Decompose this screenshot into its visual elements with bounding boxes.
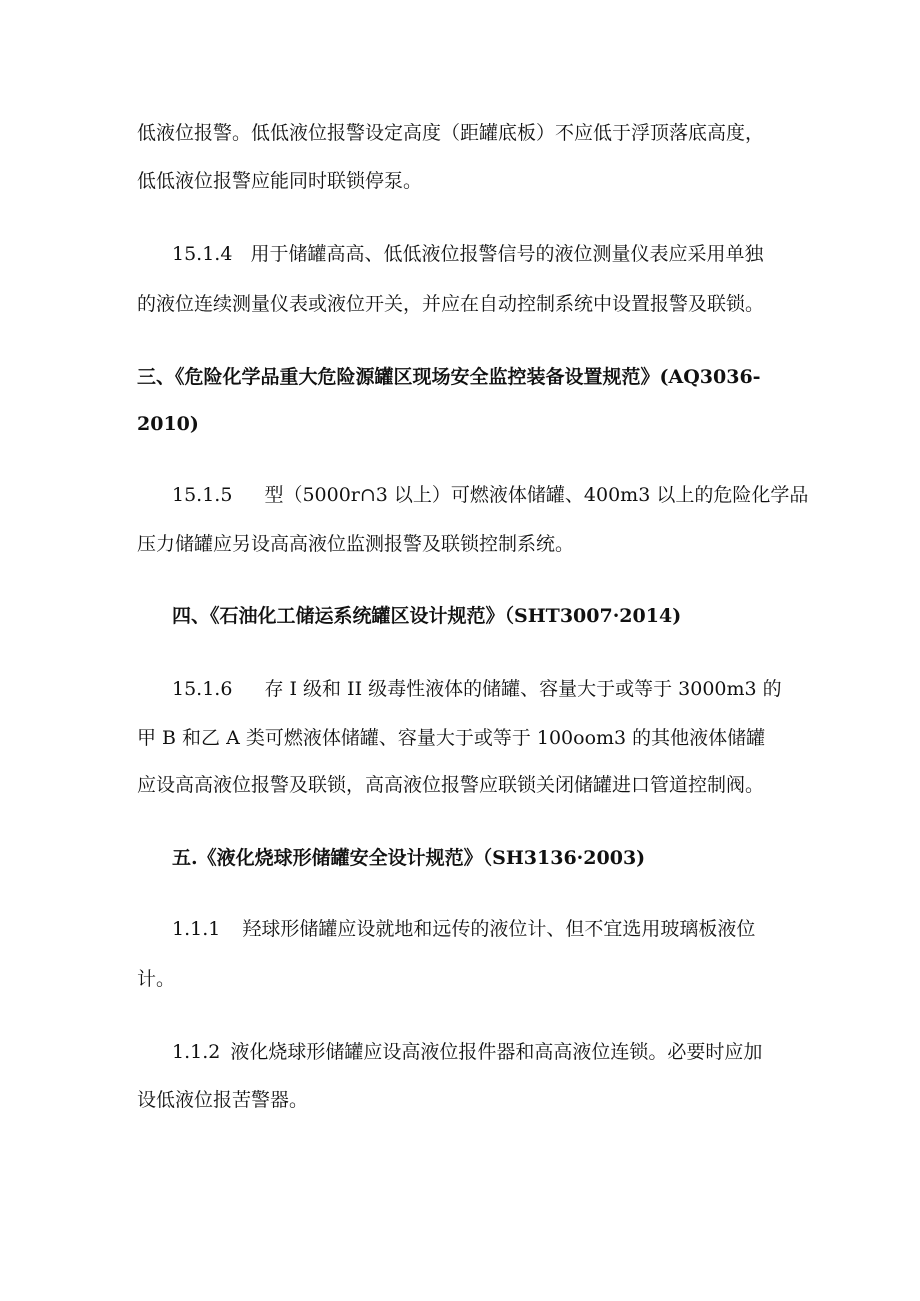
paragraph-4-line-2: 甲 B 和乙 A 类可燃液体储罐、容量大于或等于 100oom3 的其他液体储罐 (137, 727, 766, 749)
section-3-heading-line-1: 三、《危险化学品重大危险源罐区现场安全监控装备设置规范》(AQ3036- (137, 366, 761, 388)
paragraph-6-line-2: 设低液位报苦警器。 (137, 1089, 309, 1111)
paragraph-4-line-3: 应设高高液位报警及联锁，高高液位报警应联锁关闭储罐进口管道控制阀。 (137, 774, 765, 796)
paragraph-1-line-1: 低液位报警。低低液位报警设定高度（距罐底板）不应低于浮顶落底高度， (137, 122, 765, 144)
paragraph-4-line-1 (172, 676, 782, 702)
clause-text: 型（5000r∩3 以上）可燃液体储罐、400m3 以上的危险化学品 (264, 484, 809, 506)
paragraph-1-line-2: 低低液位报警应能同时联锁停泵。 (137, 170, 423, 192)
paragraph-2-line-1 (172, 241, 763, 267)
section-3-heading-line-2: 2010) (137, 413, 199, 435)
clause-text: 液化烧球形储罐应设高液位报件器和高高液位连锁。必要时应加 (230, 1041, 763, 1063)
clause-number: 1.1.1 (172, 918, 221, 940)
paragraph-3-line-1 (172, 482, 808, 508)
paragraph-5-line-2: 计。 (137, 968, 176, 990)
clause-text: 羟球形储罐应设就地和远传的液位计、但不宜选用玻璃板液位 (242, 918, 756, 940)
clause-number: 15.1.4 (172, 243, 233, 265)
section-4-heading: 四、《石油化工储运系统罐区设计规范》（SHT3007·2014) (172, 605, 682, 627)
paragraph-3-line-2: 压力储罐应另设高高液位监测报警及联锁控制系统。 (137, 533, 575, 555)
clause-number: 1.1.2 (172, 1041, 221, 1063)
paragraph-6-line-1 (172, 1039, 762, 1065)
clause-text: 存 I 级和 II 级毒性液体的储罐、容量大于或等于 3000m3 的 (264, 678, 782, 700)
paragraph-5-line-1 (172, 916, 755, 942)
clause-number: 15.1.6 (172, 678, 233, 700)
clause-text: 用于储罐高高、低低液位报警信号的液位测量仪表应采用单独 (250, 243, 764, 265)
paragraph-2-line-2: 的液位连续测量仪表或液位开关，并应在自动控制系统中设置报警及联锁。 (137, 293, 765, 315)
clause-number: 15.1.5 (172, 484, 233, 506)
section-5-heading: 五.《液化烧球形储罐安全设计规范》（SH3136·2003) (172, 847, 646, 869)
